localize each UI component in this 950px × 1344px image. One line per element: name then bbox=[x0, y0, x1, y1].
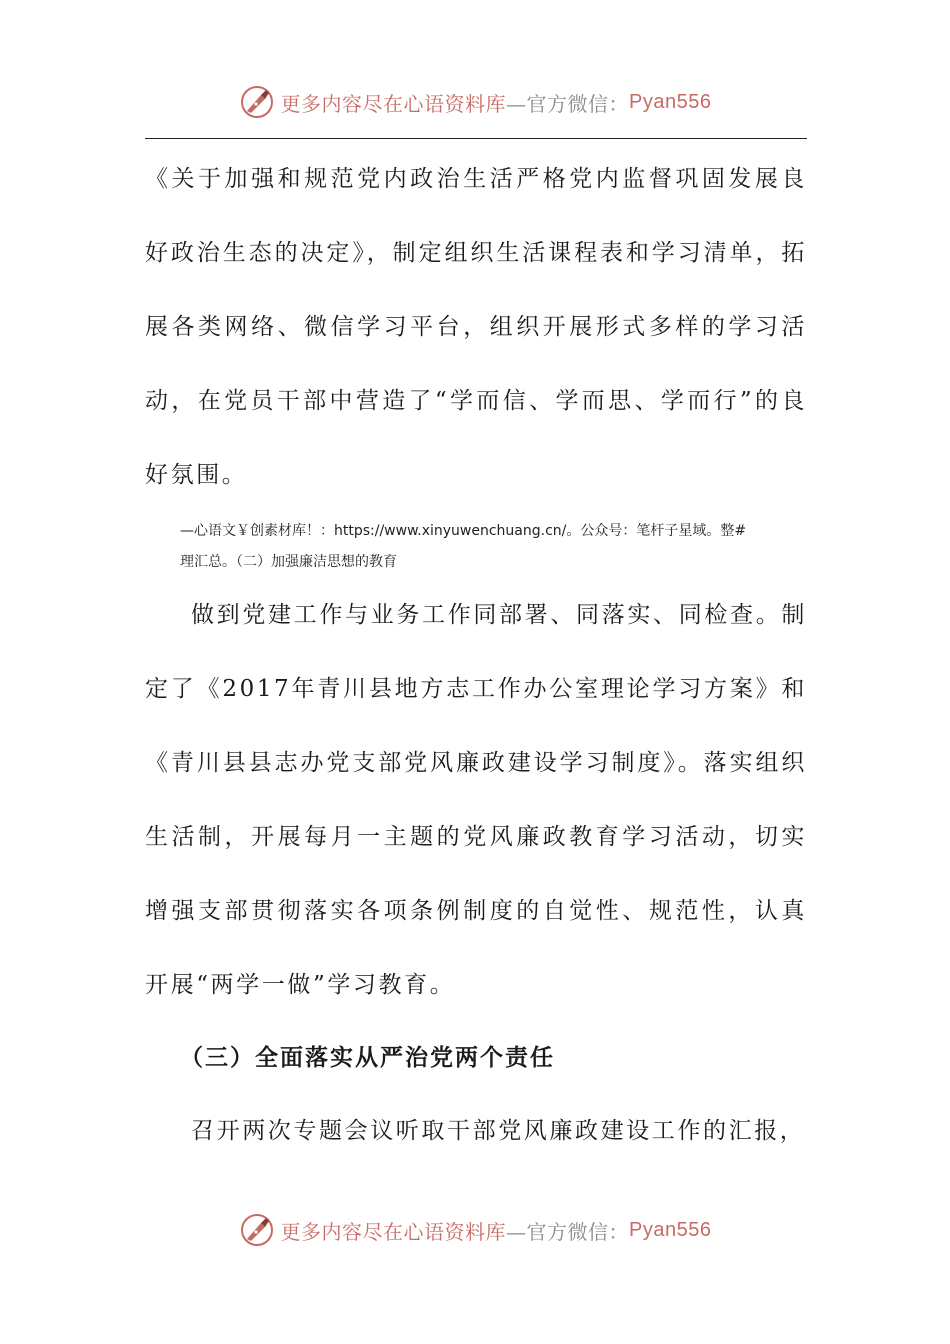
header-banner bbox=[0, 82, 950, 122]
header-banner-account: Pyan556 bbox=[629, 90, 712, 113]
pen-nib-logo-icon bbox=[239, 84, 275, 120]
header-banner-title: 更多内容尽在心语资料库 bbox=[280, 91, 507, 116]
section-heading-3: （三）全面落实从严治党两个责任 bbox=[180, 1045, 555, 1071]
watermark-note bbox=[145, 516, 807, 578]
paragraph-3: 召开两次专题会议听取干部党风廉政建设工作的汇报， bbox=[191, 1118, 806, 1144]
footer-banner-account: Pyan556 bbox=[629, 1218, 712, 1241]
header-divider bbox=[145, 138, 807, 139]
footer-banner-title: 更多内容尽在心语资料库 bbox=[280, 1219, 507, 1244]
document-body bbox=[145, 142, 807, 1168]
paragraph-2: 做到党建工作与业务工作同部署、同落实、同检查。制定了《2017年青川县地方志工作办公室理论学习方案》和《青川县县志办党支部党风廉政建设学习制度》。落实组织生活制，开展每月一主题的党风廉政教育学习活动，切实增强支部贯彻落实各项条例制度的自觉性、规范性，认真开展“两学一做”学习教育。 bbox=[145, 602, 807, 998]
header-banner-official: —官方微信： bbox=[506, 91, 630, 116]
footer-banner bbox=[0, 1210, 950, 1250]
watermark-note-line2: 理汇总。（二）加强廉洁思想的教育 bbox=[180, 554, 397, 570]
footer-banner-official: —官方微信： bbox=[506, 1219, 630, 1244]
pen-nib-logo-icon bbox=[239, 1212, 275, 1248]
watermark-note-line1: —心语文￥创素材库！：https://www.xinyuwenchuang.cn/。公众号：笔杆子星域。整# bbox=[180, 523, 747, 539]
paragraph-1: 《关于加强和规范党内政治生活严格党内监督巩固发展良好政治生态的决定》，制定组织生活课程表和学习清单，拓展各类网络、微信学习平台，组织开展形式多样的学习活动，在党员干部中营造了“学而信、学而思、学而行”的良好氛围。 bbox=[145, 166, 807, 488]
